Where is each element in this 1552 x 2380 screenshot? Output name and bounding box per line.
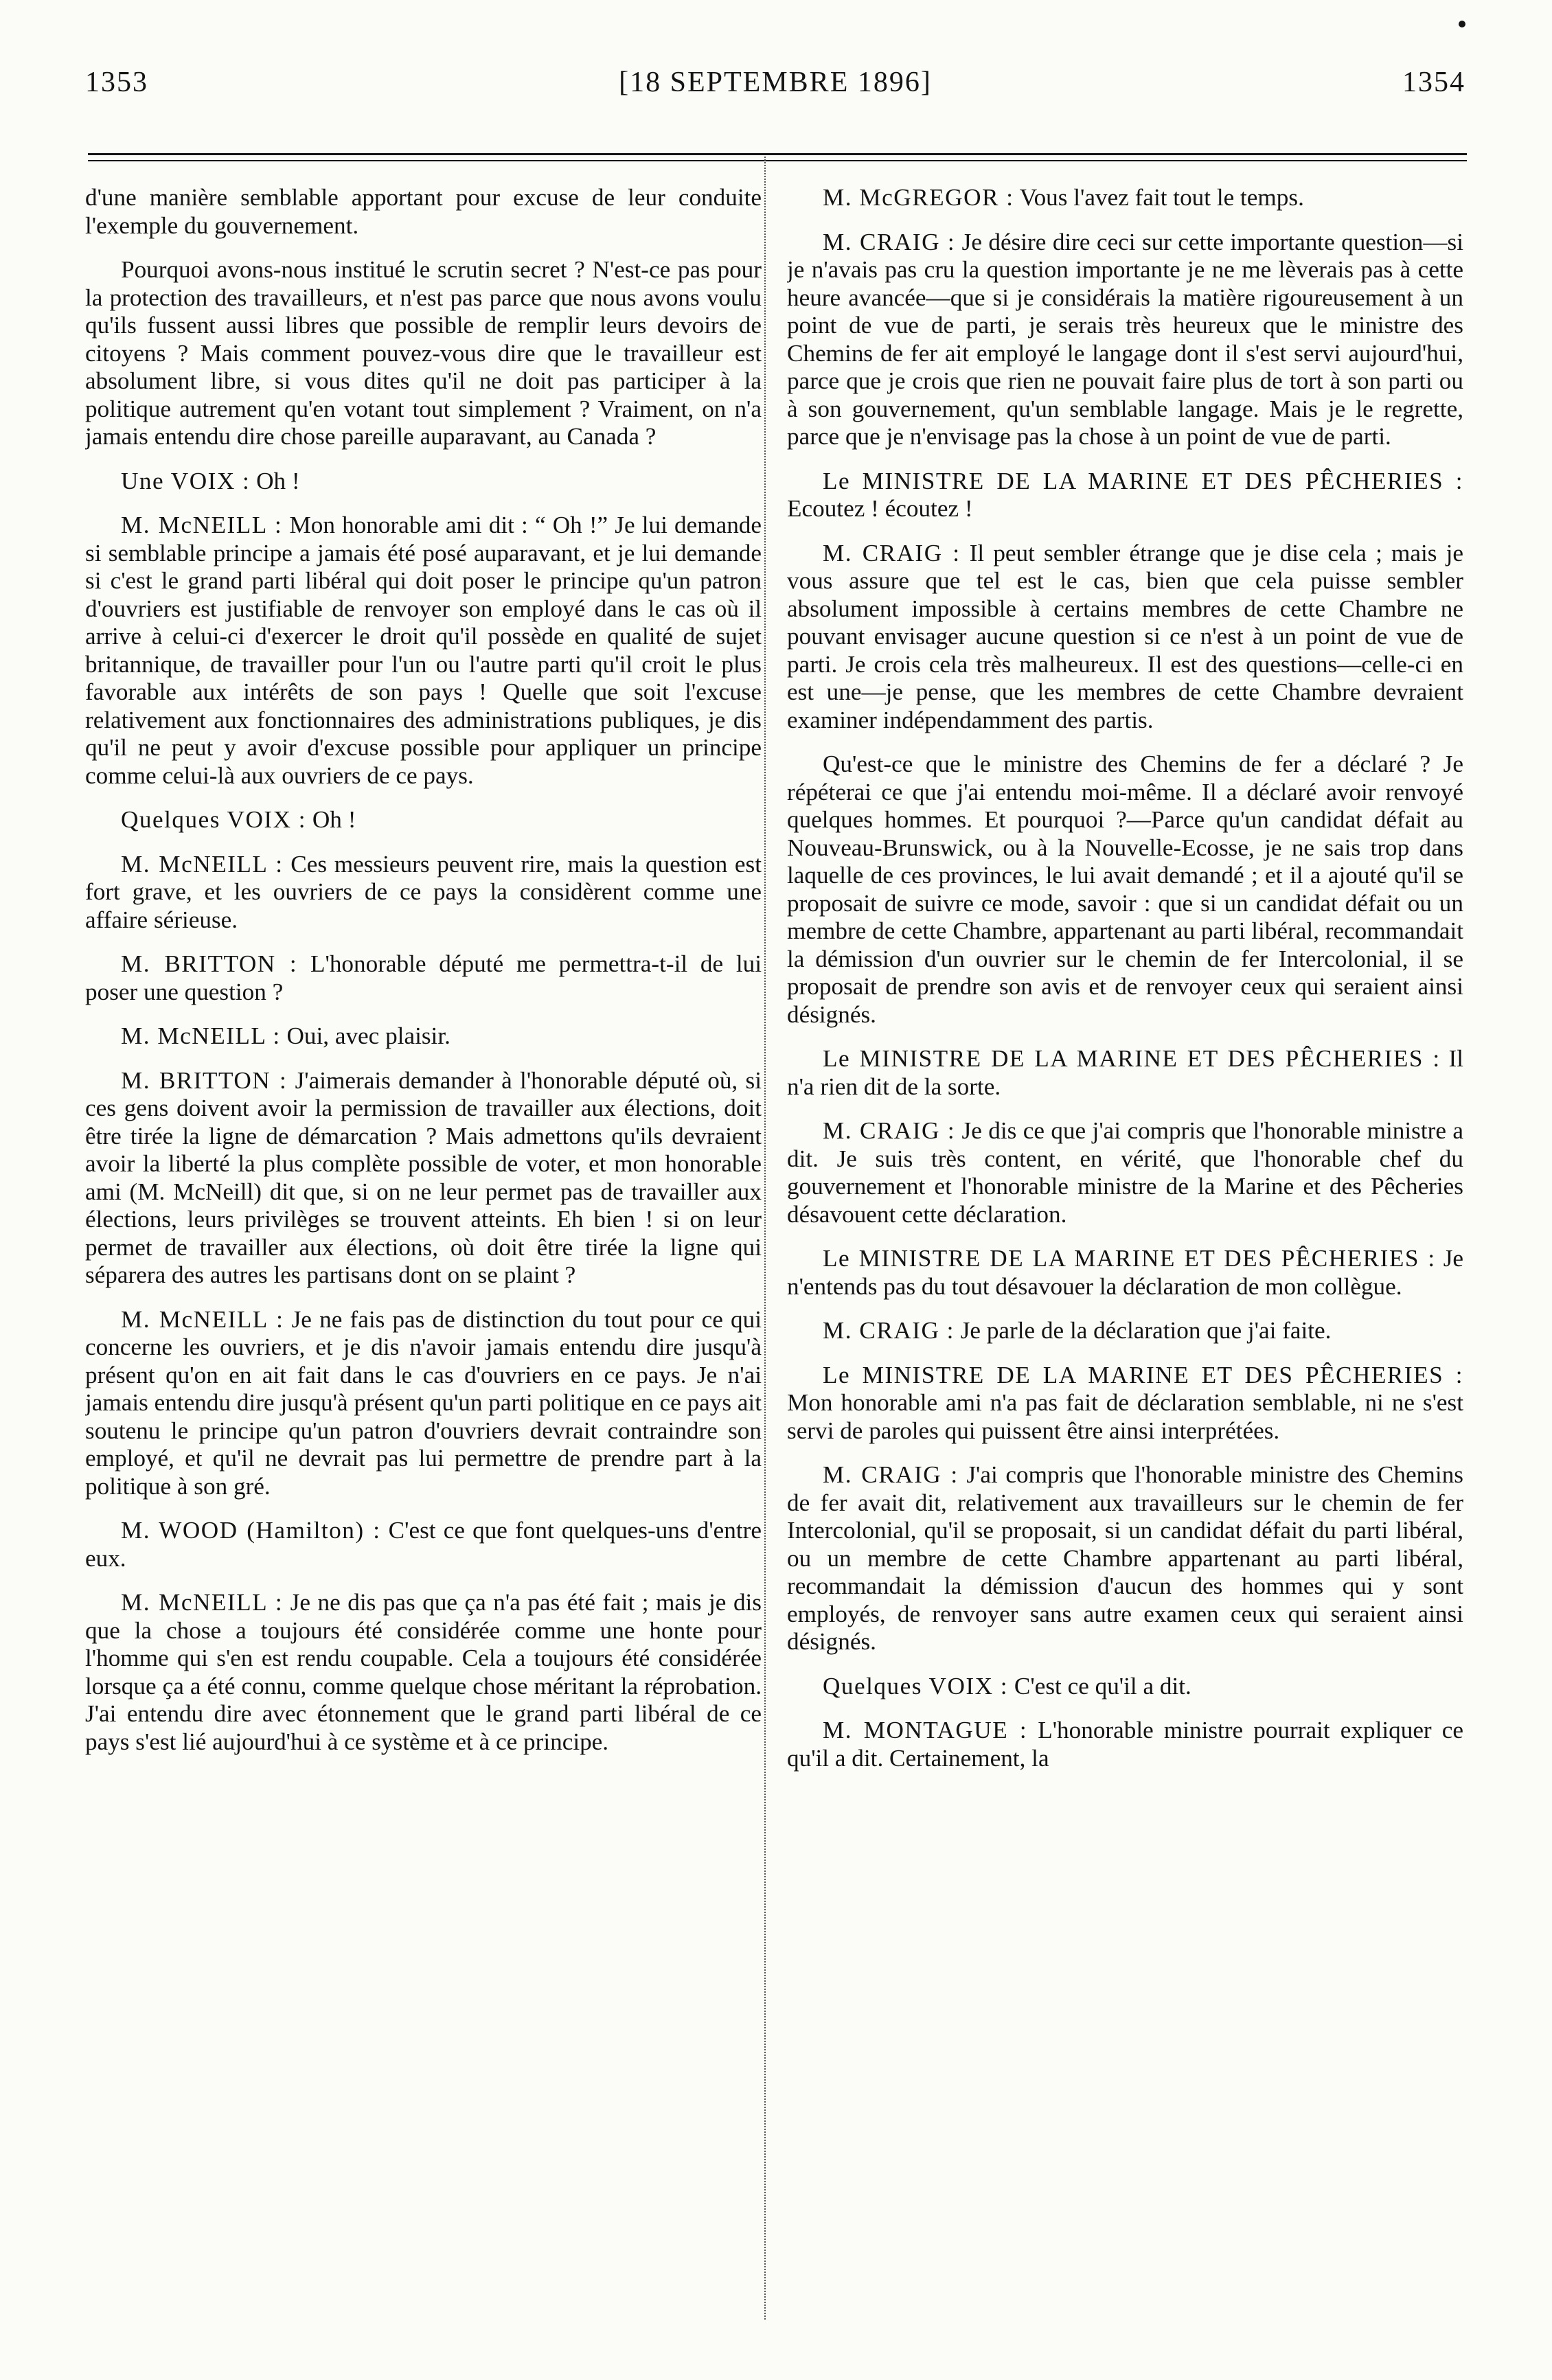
speech-text: Vous l'avez fait tout le temps.	[1019, 184, 1304, 211]
paragraph	[787, 184, 1463, 212]
paragraph	[85, 851, 762, 935]
speaker: Le MINISTRE DE LA MARINE ET DES PÊCHERIES :	[823, 1361, 1463, 1388]
paragraph	[787, 1673, 1463, 1701]
speech-text: C'est ce que font quelques-uns d'entre eux.	[85, 1517, 762, 1572]
speech-text: Ces messieurs peuvent rire, mais la question est fort grave, et les ouvriers de ce pays la considèrent comme une affaire sérieuse.	[85, 850, 762, 933]
speaker: Quelques VOIX :	[823, 1672, 1009, 1700]
speaker: Le MINISTRE DE LA MARINE ET DES PÊCHERIES :	[823, 1245, 1436, 1272]
speech-text: d'une manière semblable apportant pour excuse de leur conduite l'exemple du gouvernement.	[85, 184, 762, 239]
speaker: M. MONTAGUE :	[823, 1717, 1028, 1743]
page-date: [18 SEPTEMBRE 1896]	[619, 67, 932, 98]
speech-text: Mon honorable ami dit : “ Oh !” Je lui demande si semblable principe a jamais été posé auparavant, et je lui demande si c'est le grand parti libéral qui doit poser le principe qu'un patron d'ouvriers est justifiable de renvoyer son employé dans le cas où il arrive à celui-ci d'exercer le droit qu'il possède en qualité de sujet britannique, de travailler pour l'un ou l'autre parti qu'il croit le plus favorable aux intérêts de son pays ! Quelle que soit l'excuse relativement aux fonctionnaires des administrations publiques, je dis qu'il ne peut y avoir d'excuse possible pour appliquer un principe comme celui-là aux ouvriers de ce pays.	[85, 512, 762, 789]
speaker: M. McNEILL :	[121, 1589, 284, 1616]
paragraph	[787, 751, 1463, 1029]
speech-text: Mon honorable ami n'a pas fait de déclaration semblable, ni ne s'est servi de paroles qui puissent être ainsi interprétées.	[787, 1389, 1463, 1444]
paragraph	[787, 540, 1463, 735]
paragraph	[787, 1045, 1463, 1101]
paragraph	[85, 1067, 762, 1290]
left-column	[85, 184, 762, 2368]
speech-text: Je ne fais pas de distinction du tout pour ce qui concerne les ouvriers, et je dis n'avoir jamais entendu dire jusqu'à présent qu'on en ait fait dans le cas d'ouvriers en ce pays. Je n'ai jamais entendu dire jusqu'à présent qu'un parti politique en ce pays ait soutenu le principe qu'un patron d'ouvriers devrait contraindre son employé, et qu'il ne devrait pas lui permettre de prendre part à la politique à son gré.	[85, 1305, 762, 1500]
header-rule-thin	[88, 160, 1467, 161]
speaker: M. CRAIG :	[823, 1461, 959, 1488]
column-divider	[764, 157, 766, 2320]
speaker: Quelques VOIX :	[121, 806, 307, 833]
speech-text: C'est ce qu'il a dit.	[1014, 1672, 1191, 1700]
paragraph	[85, 950, 762, 1006]
print-speck	[1459, 21, 1465, 27]
page-header	[85, 66, 1465, 110]
speech-text: Je désire dire ceci sur cette importante question—si je n'avais pas cru la question importante je ne me lèverais pas à cette heure avancée—que si je considérais la matière rigoureusement à un point de vue de parti, je serais très heureux que le ministre des Chemins de fer ait employé le langage dont il s'est servi aujourd'hui, parce que je crois que rien ne pouvait faire plus de tort à son parti ou à son gouvernement, qu'un semblable langage. Mais je le regrette, parce que je n'envisage pas la chose à un point de vue de parti.	[787, 228, 1463, 450]
page-number-right: 1354	[1402, 67, 1465, 98]
speaker: M. WOOD (Hamilton) :	[121, 1517, 381, 1544]
speaker: M. CRAIG :	[823, 228, 956, 255]
speech-text: Oui, avec plaisir.	[286, 1022, 450, 1049]
paragraph	[787, 229, 1463, 451]
page-number-left: 1353	[85, 67, 148, 98]
speech-text: Ecoutez ! écoutez !	[787, 495, 973, 522]
paragraph	[85, 256, 762, 451]
speaker: M. CRAIG :	[823, 1117, 956, 1144]
speaker: Le MINISTRE DE LA MARINE ET DES PÊCHERIES :	[823, 467, 1463, 494]
speaker: M. CRAIG :	[823, 539, 961, 567]
speech-text: Il peut sembler étrange que je dise cela ; mais je vous assure que tel est le cas, bien que cela puisse sembler absolument impossible à certains membres de cette Chambre ne pouvant envisager aucune question si ce n'est à un point de vue de parti. Je crois cela très malheureux. Il est des questions—celle-ci en est une—je pense, que les membres de cette Chambre devraient examiner indépendamment des partis.	[787, 539, 1463, 733]
paragraph	[787, 1317, 1463, 1345]
speaker: Une VOIX :	[121, 467, 251, 494]
speaker: M. BRITTON :	[121, 1066, 288, 1094]
paragraph	[787, 468, 1463, 523]
paragraph	[85, 1517, 762, 1572]
speaker: M. McNEILL :	[121, 512, 283, 538]
paragraph	[787, 1362, 1463, 1445]
speech-text: J'ai compris que l'honorable ministre des Chemins de fer avait dit, relativement aux travailleurs sur le chemin de fer Intercolonial, qu'il se proposait, si un candidat défait du parti libéral, ou un membre de cette Chambre appartenant au parti libéral, recommandait la démission d'aucun des hommes qui y sont employés, de renvoyer sans autre examen ceux qui seraient ainsi désignés.	[787, 1461, 1463, 1655]
speech-text: L'honorable ministre pourrait expliquer ce qu'il a dit. Certainement, la	[787, 1717, 1463, 1772]
speech-text: Je dis ce que j'ai compris que l'honorable ministre a dit. Je suis très content, en vérité, que l'honorable chef du gouvernement et l'honorable ministre de la Marine et des Pêcheries désavouent cette déclaration.	[787, 1117, 1463, 1228]
speech-text: Pourquoi avons-nous institué le scrutin secret ? N'est-ce pas pour la protection des travailleurs, et n'est pas parce que nous avons voulu qu'ils fussent aussi libres que possible de remplir leurs devoirs de citoyens ? Mais comment pouvez-vous dire que le travailleur est absolument libre, si vous dites qu'il ne doit pas participer à la politique autrement qu'en votant tout simplement ? Vraiment, on n'a jamais entendu dire chose pareille auparavant, au Canada ?	[85, 256, 762, 450]
speech-text: Il n'a rien dit de la sorte.	[787, 1045, 1463, 1100]
paragraph	[787, 1117, 1463, 1228]
speaker: M. CRAIG :	[823, 1317, 955, 1344]
speaker: M. McNEILL :	[121, 850, 284, 878]
speech-text: Je n'entends pas du tout désavouer la déclaration de mon collègue.	[787, 1245, 1463, 1300]
speaker: Le MINISTRE DE LA MARINE ET DES PÊCHERIES :	[823, 1045, 1441, 1072]
speech-text: Je ne dis pas que ça n'a pas été fait ; mais je dis que la chose a toujours été considérée comme une honte pour l'homme qui s'en est rendu coupable. Cela a toujours été considérée lorsque ça a été connu, comme quelque chose méritant la réprobation. J'ai entendu dire avec étonnement que le grand parti libéral de ce pays s'est lié aujourd'hui à ce système et à ce principe.	[85, 1589, 762, 1755]
paragraph	[85, 1589, 762, 1756]
speaker: M. McNEILL :	[121, 1022, 281, 1049]
speech-text: Oh !	[256, 467, 300, 494]
paragraph	[85, 468, 762, 496]
header-rule-thick	[88, 153, 1467, 155]
paragraph	[787, 1245, 1463, 1301]
speech-text: Je parle de la déclaration que j'ai faite.	[960, 1317, 1332, 1344]
paragraph	[85, 512, 762, 790]
speech-text: Qu'est-ce que le ministre des Chemins de fer a déclaré ? Je répéterai ce que j'ai entendu moi-même. Il a déclaré avoir renvoyé quelques hommes. Et pourquoi ?—Parce qu'un candidat défait au Nouveau-Brunswick, ou à la Nouvelle-Ecosse, je ne sais trop dans laquelle de ces provinces, le lui avait demandé ; et il a ajouté qu'il se proposait de suivre ce mode, savoir : que si un candidat défait ou un membre de cette Chambre, appartenant au parti libéral, recommandait la démission d'un ouvrier sur le chemin de fer Intercolonial, il se proposait de prendre son avis et de renvoyer ceux qui seraient ainsi désignés.	[787, 751, 1463, 1028]
speaker: M. BRITTON :	[121, 950, 298, 977]
paragraph	[85, 806, 762, 834]
speech-text: J'aimerais demander à l'honorable député où, si ces gens doivent avoir la permission de travailler aux élections, doit être tirée la ligne de démarcation ? Mais admettons qu'ils devraient avoir la liberté la plus complète possible de voter, et mon honorable ami (M. McNeill) dit que, si on ne leur permet pas de travailler aux élections, leurs privilèges se trouvent atteints. Eh bien ! si on leur permet de travailler aux élections, où doit être tirée la ligne qui séparera des autres les partisans dont on se plaint ?	[85, 1066, 762, 1288]
paragraph	[85, 1022, 762, 1051]
speaker: M. McNEILL :	[121, 1305, 284, 1333]
paragraph	[85, 1306, 762, 1501]
paragraph	[787, 1717, 1463, 1772]
paragraph	[85, 184, 762, 240]
paragraph	[787, 1461, 1463, 1656]
speaker: M. McGREGOR :	[823, 184, 1014, 211]
right-column	[787, 184, 1463, 2368]
speech-text: Oh !	[312, 806, 356, 833]
speech-text: L'honorable député me permettra-t-il de lui poser une question ?	[85, 950, 762, 1005]
